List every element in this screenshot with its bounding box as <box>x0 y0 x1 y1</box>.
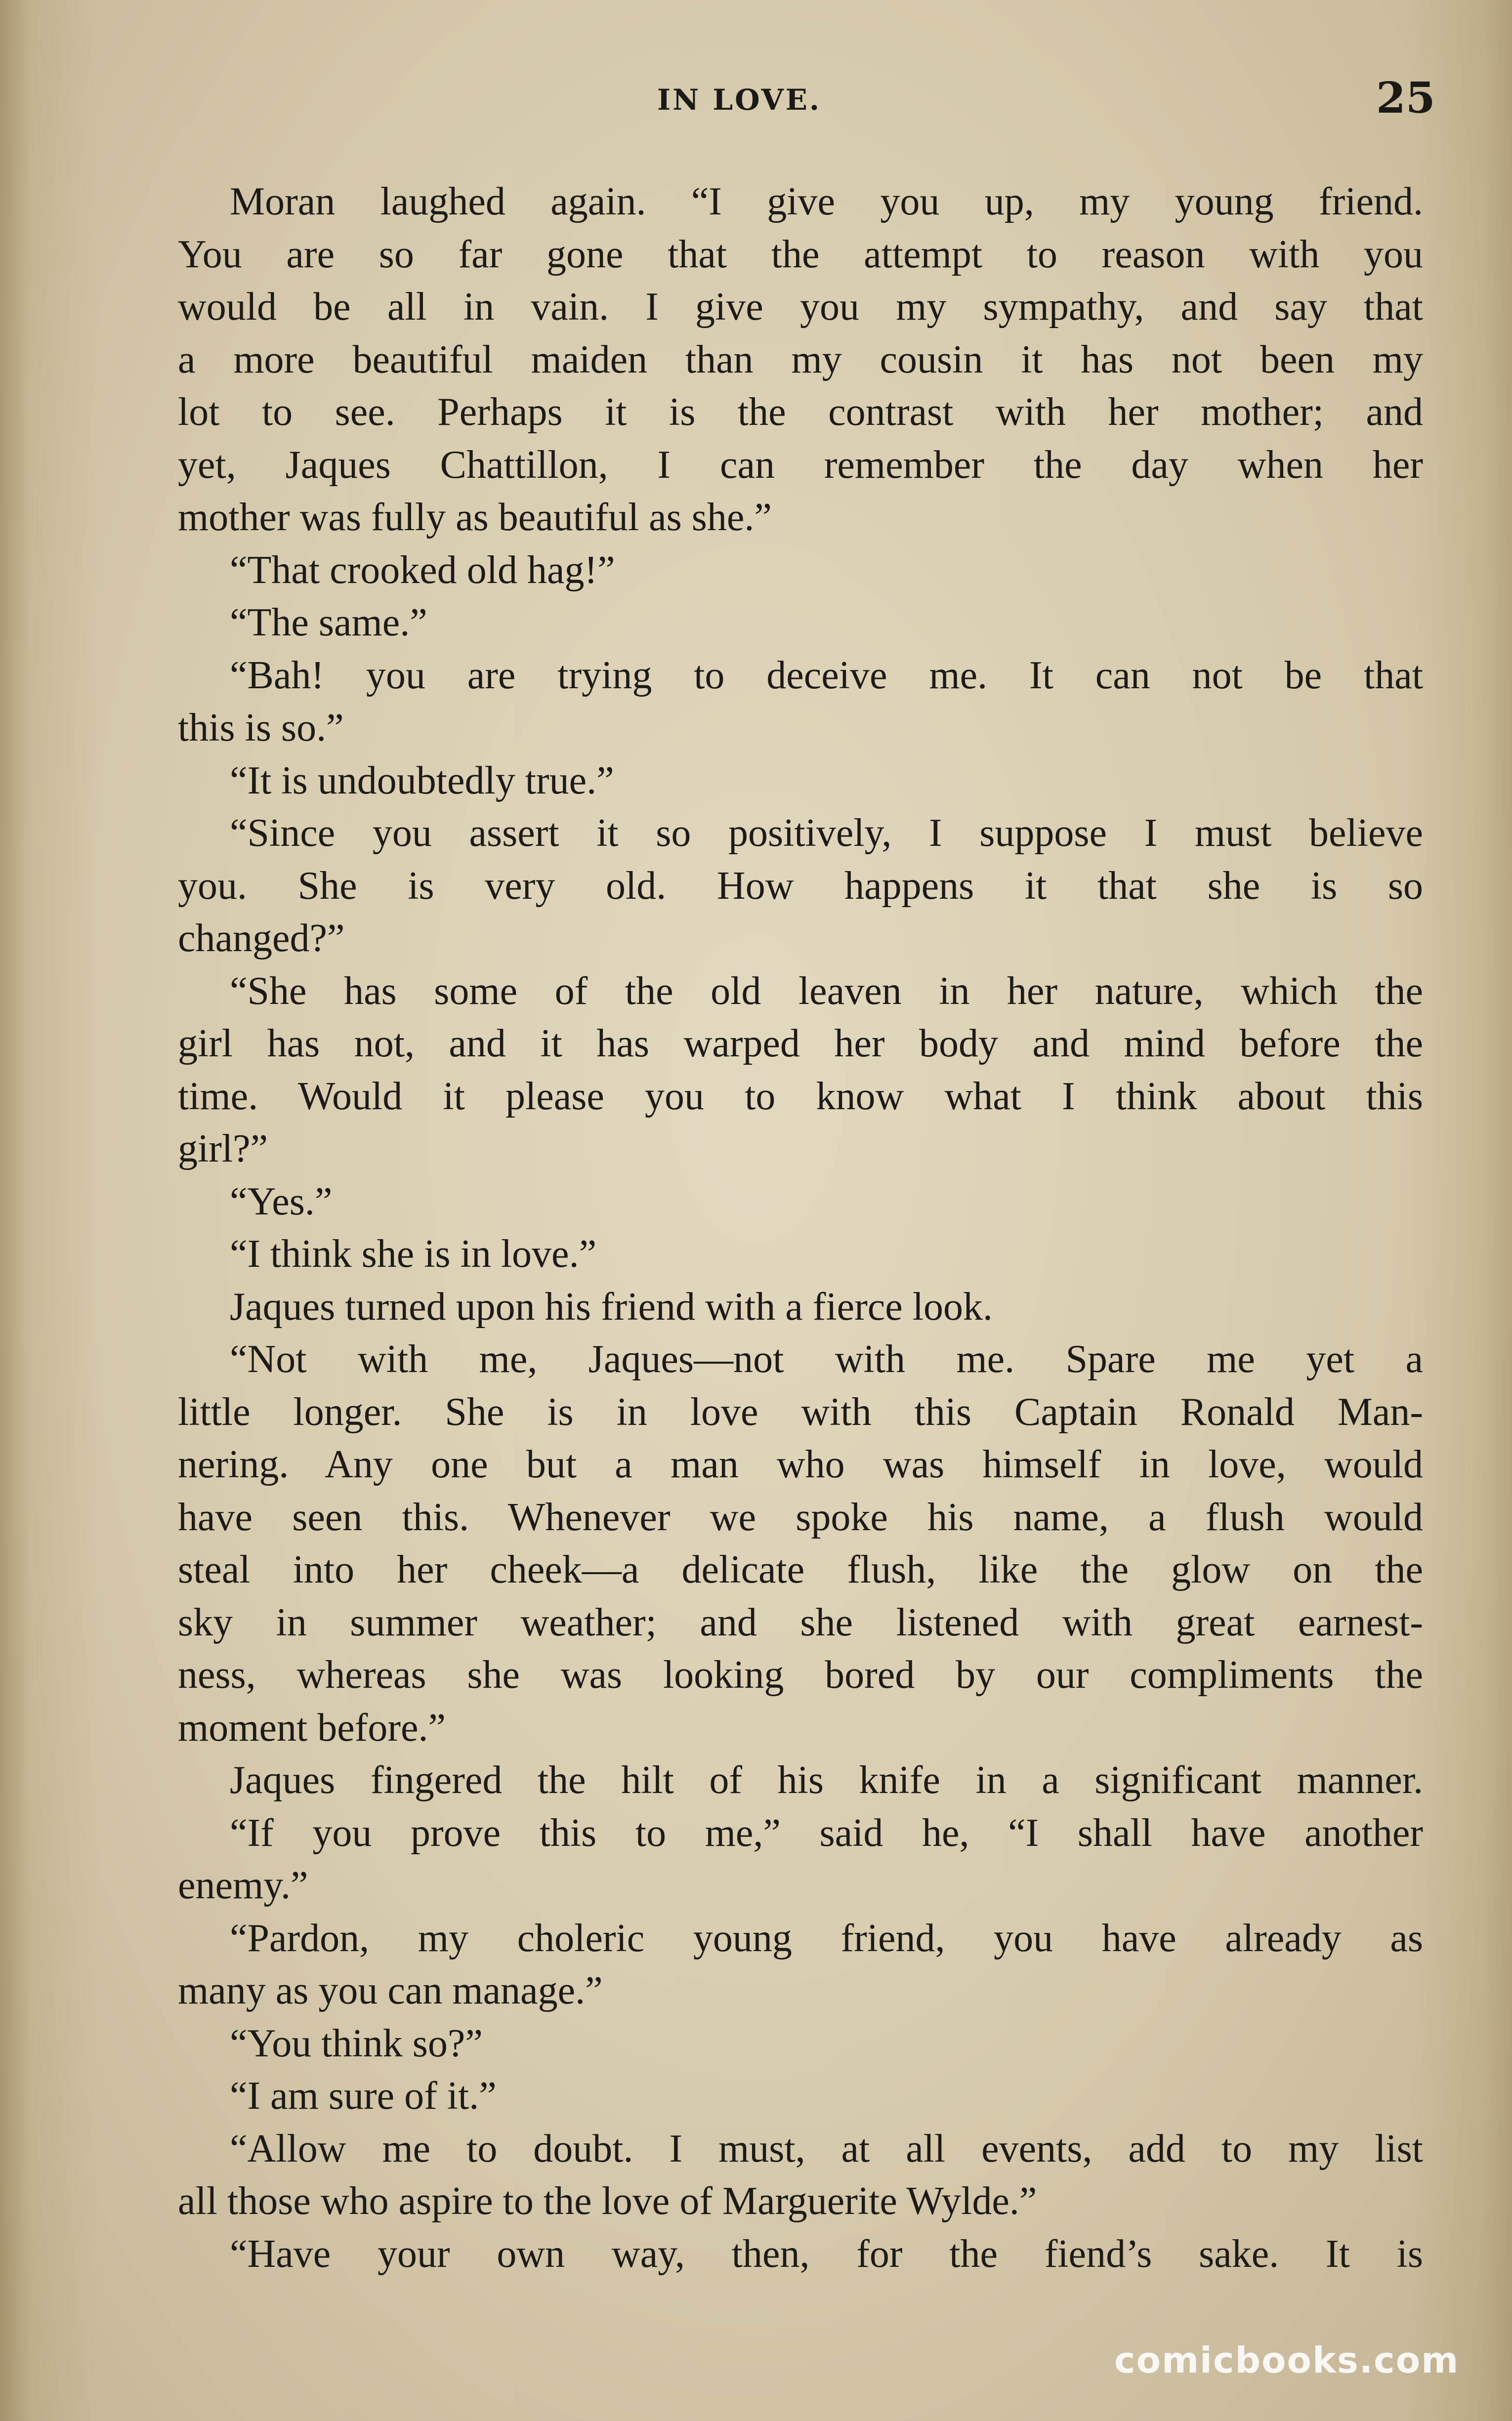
text-line: a more beautiful maiden than my cousin it has not been my <box>178 337 1423 381</box>
text-line: time. Would it please you to know what I think about this <box>178 1074 1423 1118</box>
text-line: steal into her cheek—a delicate flush, like the glow on the <box>178 1548 1423 1591</box>
text-line: You are so far gone that the attempt to reason with you <box>178 232 1423 276</box>
text-line: Jaques fingered the hilt of his knife in a significant manner. <box>230 1758 1423 1802</box>
text-line: this is so.” <box>178 706 344 750</box>
text-line: “Not with me, Jaques—not with me. Spare me yet a <box>230 1337 1423 1381</box>
watermark: comicbooks.com <box>1114 2339 1460 2381</box>
text-line: enemy.” <box>178 1864 308 1907</box>
body-text <box>178 175 1423 2280</box>
text-line: have seen this. Whenever we spoke his name, a flush would <box>178 1495 1423 1539</box>
text-line: girl?” <box>178 1127 268 1170</box>
text-line: “You think so?” <box>230 2021 483 2065</box>
text-line: “She has some of the old leaven in her nature, which the <box>230 969 1423 1013</box>
text-line: nering. Any one but a man who was himself in love, would <box>178 1443 1423 1486</box>
text-line: little longer. She is in love with this Captain Ronald Man- <box>178 1390 1423 1434</box>
text-line: would be all in vain. I give you my sympathy, and say that <box>178 285 1423 329</box>
text-line: “Yes.” <box>230 1179 333 1223</box>
text-line: many as you can manage.” <box>178 1969 603 2012</box>
text-line: you. She is very old. How happens it that she is so <box>178 864 1423 908</box>
text-line: moment before.” <box>178 1706 446 1750</box>
text-line: “The same.” <box>230 601 427 644</box>
text-line: lot to see. Perhaps it is the contrast with her mother; and <box>178 390 1423 434</box>
text-line: “I think she is in love.” <box>230 1232 597 1276</box>
text-line: “I am sure of it.” <box>230 2074 497 2118</box>
text-line: girl has not, and it has warped her body and mind before the <box>178 1022 1423 1065</box>
text-line: Jaques turned upon his friend with a fierce look. <box>230 1285 993 1329</box>
text-line: “It is undoubtedly true.” <box>230 758 614 802</box>
text-line: “Pardon, my choleric young friend, you have already as <box>230 1916 1423 1960</box>
text-line: “Bah! you are trying to deceive me. It can not be that <box>230 653 1423 697</box>
page-header <box>0 73 1512 127</box>
text-line: sky in summer weather; and she listened with great earnest- <box>178 1600 1423 1644</box>
text-line: “Allow me to doubt. I must, at all events, add to my list <box>230 2127 1423 2171</box>
text-line: ness, whereas she was looking bored by our compliments the <box>178 1653 1423 1697</box>
page-number: 25 <box>1376 73 1435 123</box>
text-line: “Have your own way, then, for the fiend’s sake. It is <box>230 2232 1423 2276</box>
text-line: yet, Jaques Chattillon, I can remember the day when her <box>178 443 1423 487</box>
text-line: all those who aspire to the love of Marguerite Wylde.” <box>178 2179 1037 2223</box>
text-line: Moran laughed again. “I give you up, my young friend. <box>230 180 1423 223</box>
running-head: IN LOVE. <box>657 83 822 117</box>
text-line: mother was fully as beautiful as she.” <box>178 496 772 539</box>
text-line: “If you prove this to me,” said he, “I shall have another <box>230 1811 1423 1855</box>
text-line: changed?” <box>178 917 345 960</box>
text-line: “That crooked old hag!” <box>230 548 615 592</box>
text-line: “Since you assert it so positively, I suppose I must believe <box>230 811 1423 855</box>
